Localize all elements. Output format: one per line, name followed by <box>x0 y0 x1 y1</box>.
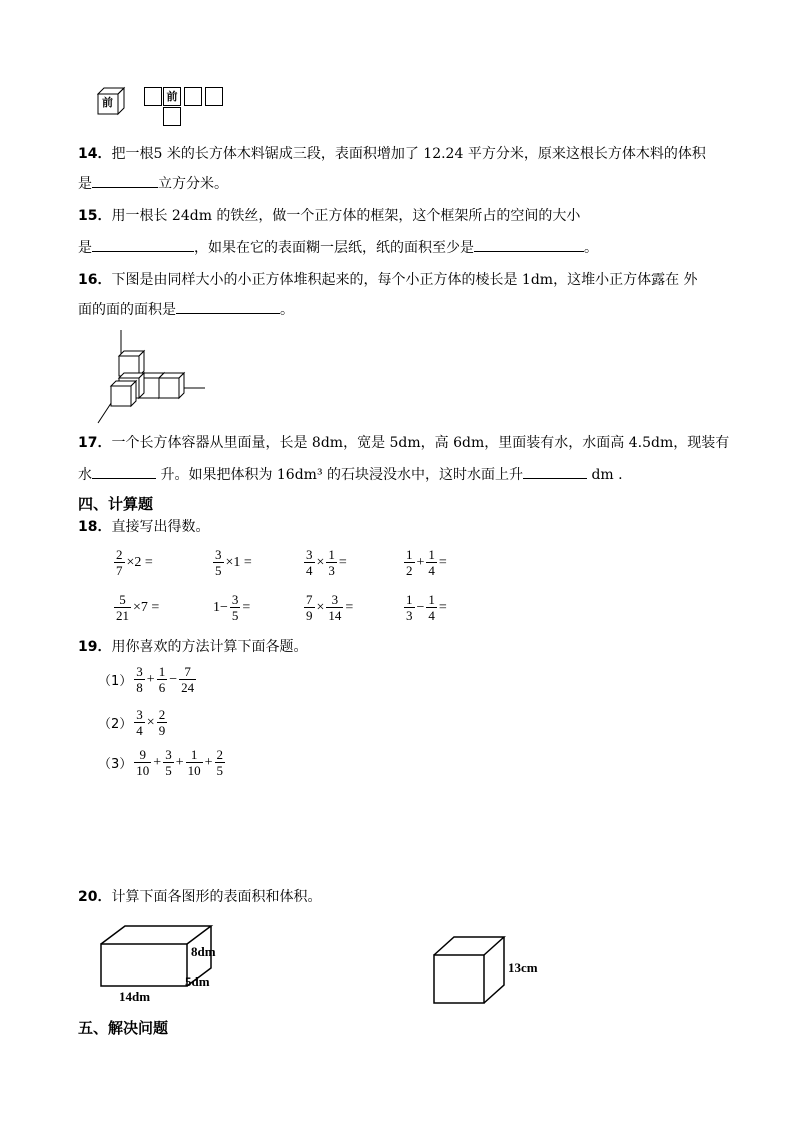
fraction: $\frac{1}{10}$ <box>187 747 201 778</box>
fraction: $\frac{7}{24}$ <box>181 664 195 695</box>
question-number: 16 <box>78 272 98 288</box>
question-14: 14．把一根5 米的长方体木料锯成三段，表面积增加了 12.24 平方分米，原来这根长方体木料的体积 <box>78 146 706 162</box>
question-number: 18 <box>78 519 98 535</box>
cube-side-face <box>131 381 136 406</box>
fraction: $\frac{2}{7}$ <box>116 547 123 578</box>
question-15-line2: 是 ，如果在它的表面糊一层纸，纸的面积至少是 。 <box>78 237 598 259</box>
question-number: 19 <box>78 639 98 655</box>
calculation-item: （2） $\frac{3}{4}$ × $\frac{2}{9}$ <box>98 707 166 738</box>
fraction: $\frac{1}{3}$ <box>328 547 335 578</box>
fraction: $\frac{5}{21}$ <box>116 592 129 623</box>
cuboid-length-label: 14dm <box>119 989 151 1004</box>
cuboid-figure <box>95 920 255 1005</box>
net-cell-front: 前 <box>163 87 181 106</box>
fraction: $\frac{1}{4}$ <box>428 547 435 578</box>
question-15: 15．用一根长 24dm 的铁丝，做一个正方体的框架，这个框架所占的空间的大小 <box>78 208 581 224</box>
question-14-line2: 是 立方分米。 <box>78 173 228 195</box>
net-cell <box>184 87 202 106</box>
calculation-item: （1） $\frac{3}{8}$ + $\frac{1}{6}$ − $\frac{7}{24}$ <box>98 664 195 695</box>
math-item: $\frac{2}{7}$ ×2 = <box>116 547 153 578</box>
fraction: $\frac{1}{3}$ <box>406 592 413 623</box>
question-14-text: 把一根5 米的长方体木料锯成三段，表面积增加了 12.24 平方分米，原来这根长方体木料的体积 <box>111 146 706 162</box>
question-number: 15 <box>78 208 98 224</box>
cube-pile-figure <box>95 328 210 426</box>
cube-figure <box>430 935 560 1007</box>
fraction: $\frac{3}{4}$ <box>306 547 313 578</box>
section-title: 四、计算题 <box>78 495 154 513</box>
question-19: 19．用你喜欢的方法计算下面各题。 <box>78 639 308 655</box>
question-16: 16．下图是由同样大小的小正方体堆积起来的，每个小正方体的棱长是 1dm，这堆小正方体露在 外 <box>78 272 698 288</box>
question-number: 17 <box>78 435 98 451</box>
fraction: $\frac{3}{5}$ <box>165 747 172 778</box>
net-cell <box>163 107 181 126</box>
fraction: $\frac{2}{5}$ <box>216 747 223 778</box>
fraction: $\frac{3}{14}$ <box>328 592 342 623</box>
net-cell <box>144 87 162 106</box>
question-16-text: 下图是由同样大小的小正方体堆积起来的，每个小正方体的棱长是 1dm，这堆小正方体露在 外 <box>111 272 698 288</box>
answer-blank[interactable] <box>474 237 584 252</box>
fraction: $\frac{3}{8}$ <box>136 664 143 695</box>
math-item: $\frac{3}{5}$ ×1 = <box>215 547 252 578</box>
calculation-item: （3） $\frac{9}{10}$ + $\frac{3}{5}$ + $\frac{1}{10}$ + $\frac{2}{5}$ <box>98 747 223 778</box>
cube-side-face <box>139 351 144 376</box>
fraction: $\frac{2}{9}$ <box>158 707 166 738</box>
question-number: 20 <box>78 889 98 905</box>
cuboid-height-label: 8dm <box>191 944 216 959</box>
question-17-text: 一个长方体容器从里面量，长是 8dm，宽是 5dm，高 6dm，里面装有水，水面高 4.5dm，现装有 <box>111 435 730 451</box>
question-number: 14 <box>78 146 98 162</box>
question-16-line2: 面的面的面积是 。 <box>78 299 294 321</box>
cube-side-face <box>179 373 184 398</box>
question-15-text: 用一根长 24dm 的铁丝，做一个正方体的框架，这个框架所占的空间的大小 <box>111 208 581 224</box>
cube-edge-label: 13cm <box>508 960 538 975</box>
net-cell <box>205 87 223 106</box>
cube-front-face <box>159 378 179 398</box>
math-item: $\frac{3}{4}$ × $\frac{1}{3}$ = <box>306 547 347 578</box>
cube-face-label: 前 <box>102 96 113 109</box>
cube-side-face <box>139 373 144 398</box>
cuboid-width-label: 5dm <box>185 974 210 989</box>
math-item: $\frac{5}{21}$ ×7 = <box>116 592 160 623</box>
fraction: $\frac{3}{5}$ <box>215 547 222 578</box>
fraction: $\frac{1}{4}$ <box>428 592 435 623</box>
math-item: $\frac{7}{9}$ × $\frac{3}{14}$ = <box>306 592 354 623</box>
cube-front-face <box>111 386 131 406</box>
fraction: $\frac{3}{5}$ <box>231 592 239 623</box>
section-title: 五、解决问题 <box>78 1019 169 1037</box>
fraction: $\frac{1}{6}$ <box>158 664 166 695</box>
fraction: $\frac{9}{10}$ <box>136 747 150 778</box>
answer-blank[interactable] <box>92 464 156 479</box>
math-item: $\frac{1}{3}$ − $\frac{1}{4}$ = <box>406 592 447 623</box>
answer-blank[interactable] <box>176 299 280 314</box>
answer-blank[interactable] <box>92 173 158 188</box>
question-17: 17．一个长方体容器从里面量，长是 8dm，宽是 5dm，高 6dm，里面装有水，水面高 4.5dm，现装有 <box>78 435 730 451</box>
fraction: $\frac{1}{2}$ <box>406 547 413 578</box>
question-20: 20．计算下面各图形的表面积和体积。 <box>78 889 322 905</box>
answer-blank[interactable] <box>92 237 194 252</box>
math-item: $\frac{1}{2}$ + $\frac{1}{4}$ = <box>406 547 447 578</box>
math-item: 1− $\frac{3}{5}$ = <box>213 592 251 623</box>
fraction: $\frac{3}{4}$ <box>136 707 143 738</box>
question-18: 18．直接写出得数。 <box>78 519 210 535</box>
question-17-line2: 水 升。如果把体积为 16dm³ 的石块浸没水中，这时水面上升 dm . <box>78 464 623 486</box>
fraction: $\frac{7}{9}$ <box>306 592 313 623</box>
answer-blank[interactable] <box>523 464 587 479</box>
